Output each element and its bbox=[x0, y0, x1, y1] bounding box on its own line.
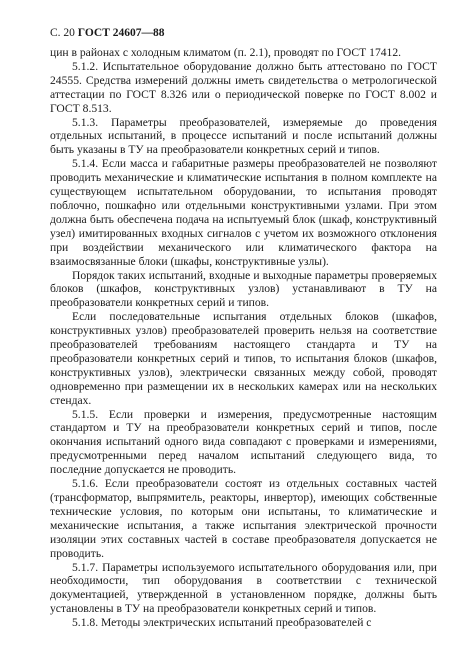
paragraph: 5.1.4. Если масса и габаритные размеры преобразователей не позволяют проводить механические и климатические испытания в полном комплекте на существующем испытательном оборудовании, то испытания проводят поблочно, пошкафно или отдельными конструктивными узлами. При этом должна быть обеспечена подача на испытуемый блок (шкаф, конструктивный узел) имитированных входных сигналов с учетом их возможного отклонения при воздействии механического или климатического фактора на взаимосвязанные блоки (шкафы, конструктивные узлы). bbox=[50, 157, 437, 268]
paragraph: 5.1.6. Если преобразователи состоят из отдельных составных частей (трансформатор, выпрямитель, реакторы, инвертор), имеющих собственные технические условия, по которым они испытаны, то климатические и механические испытания, а также испытания электрической прочности изоляции этих составных частей в составе преобразователя допускается не проводить. bbox=[50, 477, 437, 560]
paragraph: 5.1.3. Параметры преобразователей, измеряемые до проведения отдельных испытаний, в процессе испытаний и после испытаний должны быть указаны в ТУ на преобразователи конкретных серий и типов. bbox=[50, 115, 437, 157]
paragraph: 5.1.5. Если проверки и измерения, предусмотренные настоящим стандартом и ТУ на преобразователи конкретных серий и типов, после окончания испытаний одного вида совпадают с проверками и измерениями, предусмотренными перед началом испытаний следующего вида, то последние допускается не проводить. bbox=[50, 407, 437, 477]
standard-code: ГОСТ 24607—88 bbox=[77, 27, 165, 39]
paragraph: 5.1.2. Испытательное оборудование должно быть аттестовано по ГОСТ 24555. Средства измерений должны иметь свидетельства о метрологической аттестации по ГОСТ 8.326 или о периодической поверке по ГОСТ 8.002 и ГОСТ 8.513. bbox=[50, 59, 437, 115]
document-body bbox=[50, 46, 437, 630]
paragraph: 5.1.7. Параметры используемого испытательного оборудования или, при необходимости, тип оборудования в соответствии с технической документацией, утвержденной в установленном порядке, должны быть установлены в ТУ на преобразователи конкретных серий и типов. bbox=[50, 560, 437, 616]
paragraph: 5.1.8. Методы электрических испытаний преобразователей с bbox=[72, 616, 372, 630]
page-header bbox=[50, 26, 437, 40]
paragraph: Порядок таких испытаний, входные и выходные параметры проверяемых блоков (шкафов, конструктивных узлов) устанавливают в ТУ на преобразователи конкретных серий и типов. bbox=[50, 268, 437, 310]
paragraph: Если последовательные испытания отдельных блоков (шкафов, конструктивных узлов) преобразователей проверить нельзя на соответствие преобразователей требованиям настоящего стандарта и ТУ на преобразователи конкретных серий и типов, то испытания блоков (шкафов, конструктивных узлов), электрически связанных между собой, проводят одновременно при размещении их в нескольких камерах или на нескольких стендах. bbox=[50, 310, 437, 407]
page-number: С. 20 bbox=[50, 27, 75, 39]
paragraph: цин в районах с холодным климатом (п. 2.1), проводят по ГОСТ 17412. bbox=[50, 46, 402, 59]
